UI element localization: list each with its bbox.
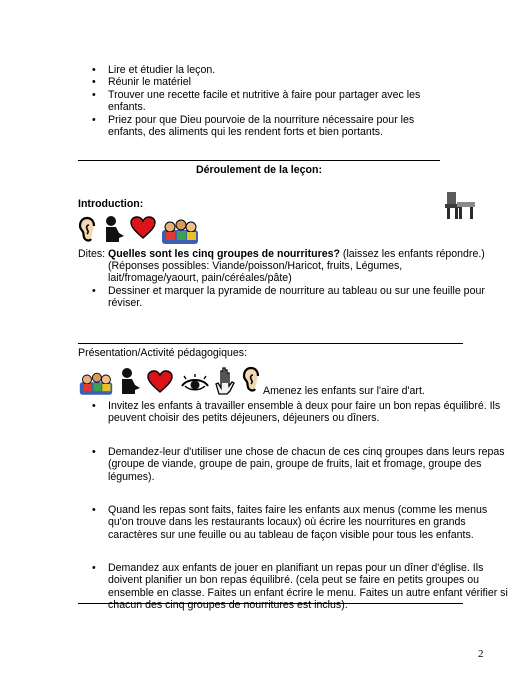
- presentation-heading: Présentation/Activité pédagogiques:: [78, 347, 248, 359]
- list-item: • Trouver une recette facile et nutritive à faire pour partager avec les enfants.: [88, 89, 438, 114]
- hand-icon: [213, 366, 239, 396]
- intro-heading: Introduction:: [78, 198, 144, 210]
- praying-child-icon: [118, 366, 142, 396]
- list-item: • Demandez aux enfants de jouer en planifiant un repas pour un dîner d'église. Ils doivent planifier un bon repas équilibré. (cela peut se faire en petits groupes ou ensemble en classe. Faites un enfant écrire le menu. Faites un autre enfant vérifier si chacun des cinq groupes de nourritures est inclus).: [88, 562, 508, 612]
- intro-prompt: [78, 248, 498, 260]
- divider: [78, 160, 440, 161]
- list-item: • Invitez les enfants à travailler ensemble à deux pour faire un bon repas équilibré. Ils peuvent choisir des petits déjeuners, déjeuners ou dîners.: [88, 400, 508, 425]
- list-item: • Réunir le matériel: [88, 76, 438, 88]
- page-number: 2: [478, 648, 484, 660]
- list-item: • Lire et étudier la leçon.: [88, 64, 438, 76]
- divider: [78, 603, 463, 604]
- divider: [78, 343, 463, 344]
- heart-icon: [147, 370, 173, 394]
- list-item: • Quand les repas sont faits, faites faire les enfants aux menus (comme les menus qu'on trouve dans les restaurants locaux) où écrire les nourritures en grands caractères sur une feuille ou au tableau de façon visible pour tous les enfants.: [88, 504, 508, 541]
- intro-instruction: (laissez les enfants répondre.): [339, 248, 485, 260]
- preparation-list: [88, 64, 438, 138]
- eye-icon: [180, 374, 210, 394]
- heart-icon: [130, 216, 156, 240]
- children-group-icon: [160, 218, 200, 246]
- ear-icon: [242, 366, 264, 396]
- list-item: • Dessiner et marquer la pyramide de nourriture au tableau ou sur une feuille pour réviser.: [88, 285, 488, 310]
- intro-question: Quelles sont les cinq groupes de nourritures?: [108, 248, 340, 260]
- classroom-desk-icon: [443, 190, 477, 222]
- children-group-icon: [78, 371, 114, 397]
- list-item: • Priez pour que Dieu pourvoie de la nourriture nécessaire pour les enfants, des aliments qui les rendent forts et bien portants.: [88, 114, 438, 139]
- intro-answers: (Réponses possibles: Viande/poisson/Haricot, fruits, Légumes, lait/fromage/yaourt, pain/céréales/pâte): [108, 260, 403, 285]
- icons-caption: Amenez les enfants sur l'aire d'art.: [263, 385, 425, 397]
- dites-label: Dites:: [78, 248, 109, 260]
- ear-icon: [78, 216, 100, 246]
- intro-list: [88, 285, 488, 310]
- list-item: • Demandez-leur d'utiliser une chose de chacun de ces cinq groupes dans leurs repas (groupe de viande, groupe de pain, groupe de fruits, lait et fromage, groupe des légumes).: [88, 446, 508, 483]
- section-title: Déroulement de la leçon:: [196, 164, 322, 176]
- praying-child-icon: [102, 214, 126, 244]
